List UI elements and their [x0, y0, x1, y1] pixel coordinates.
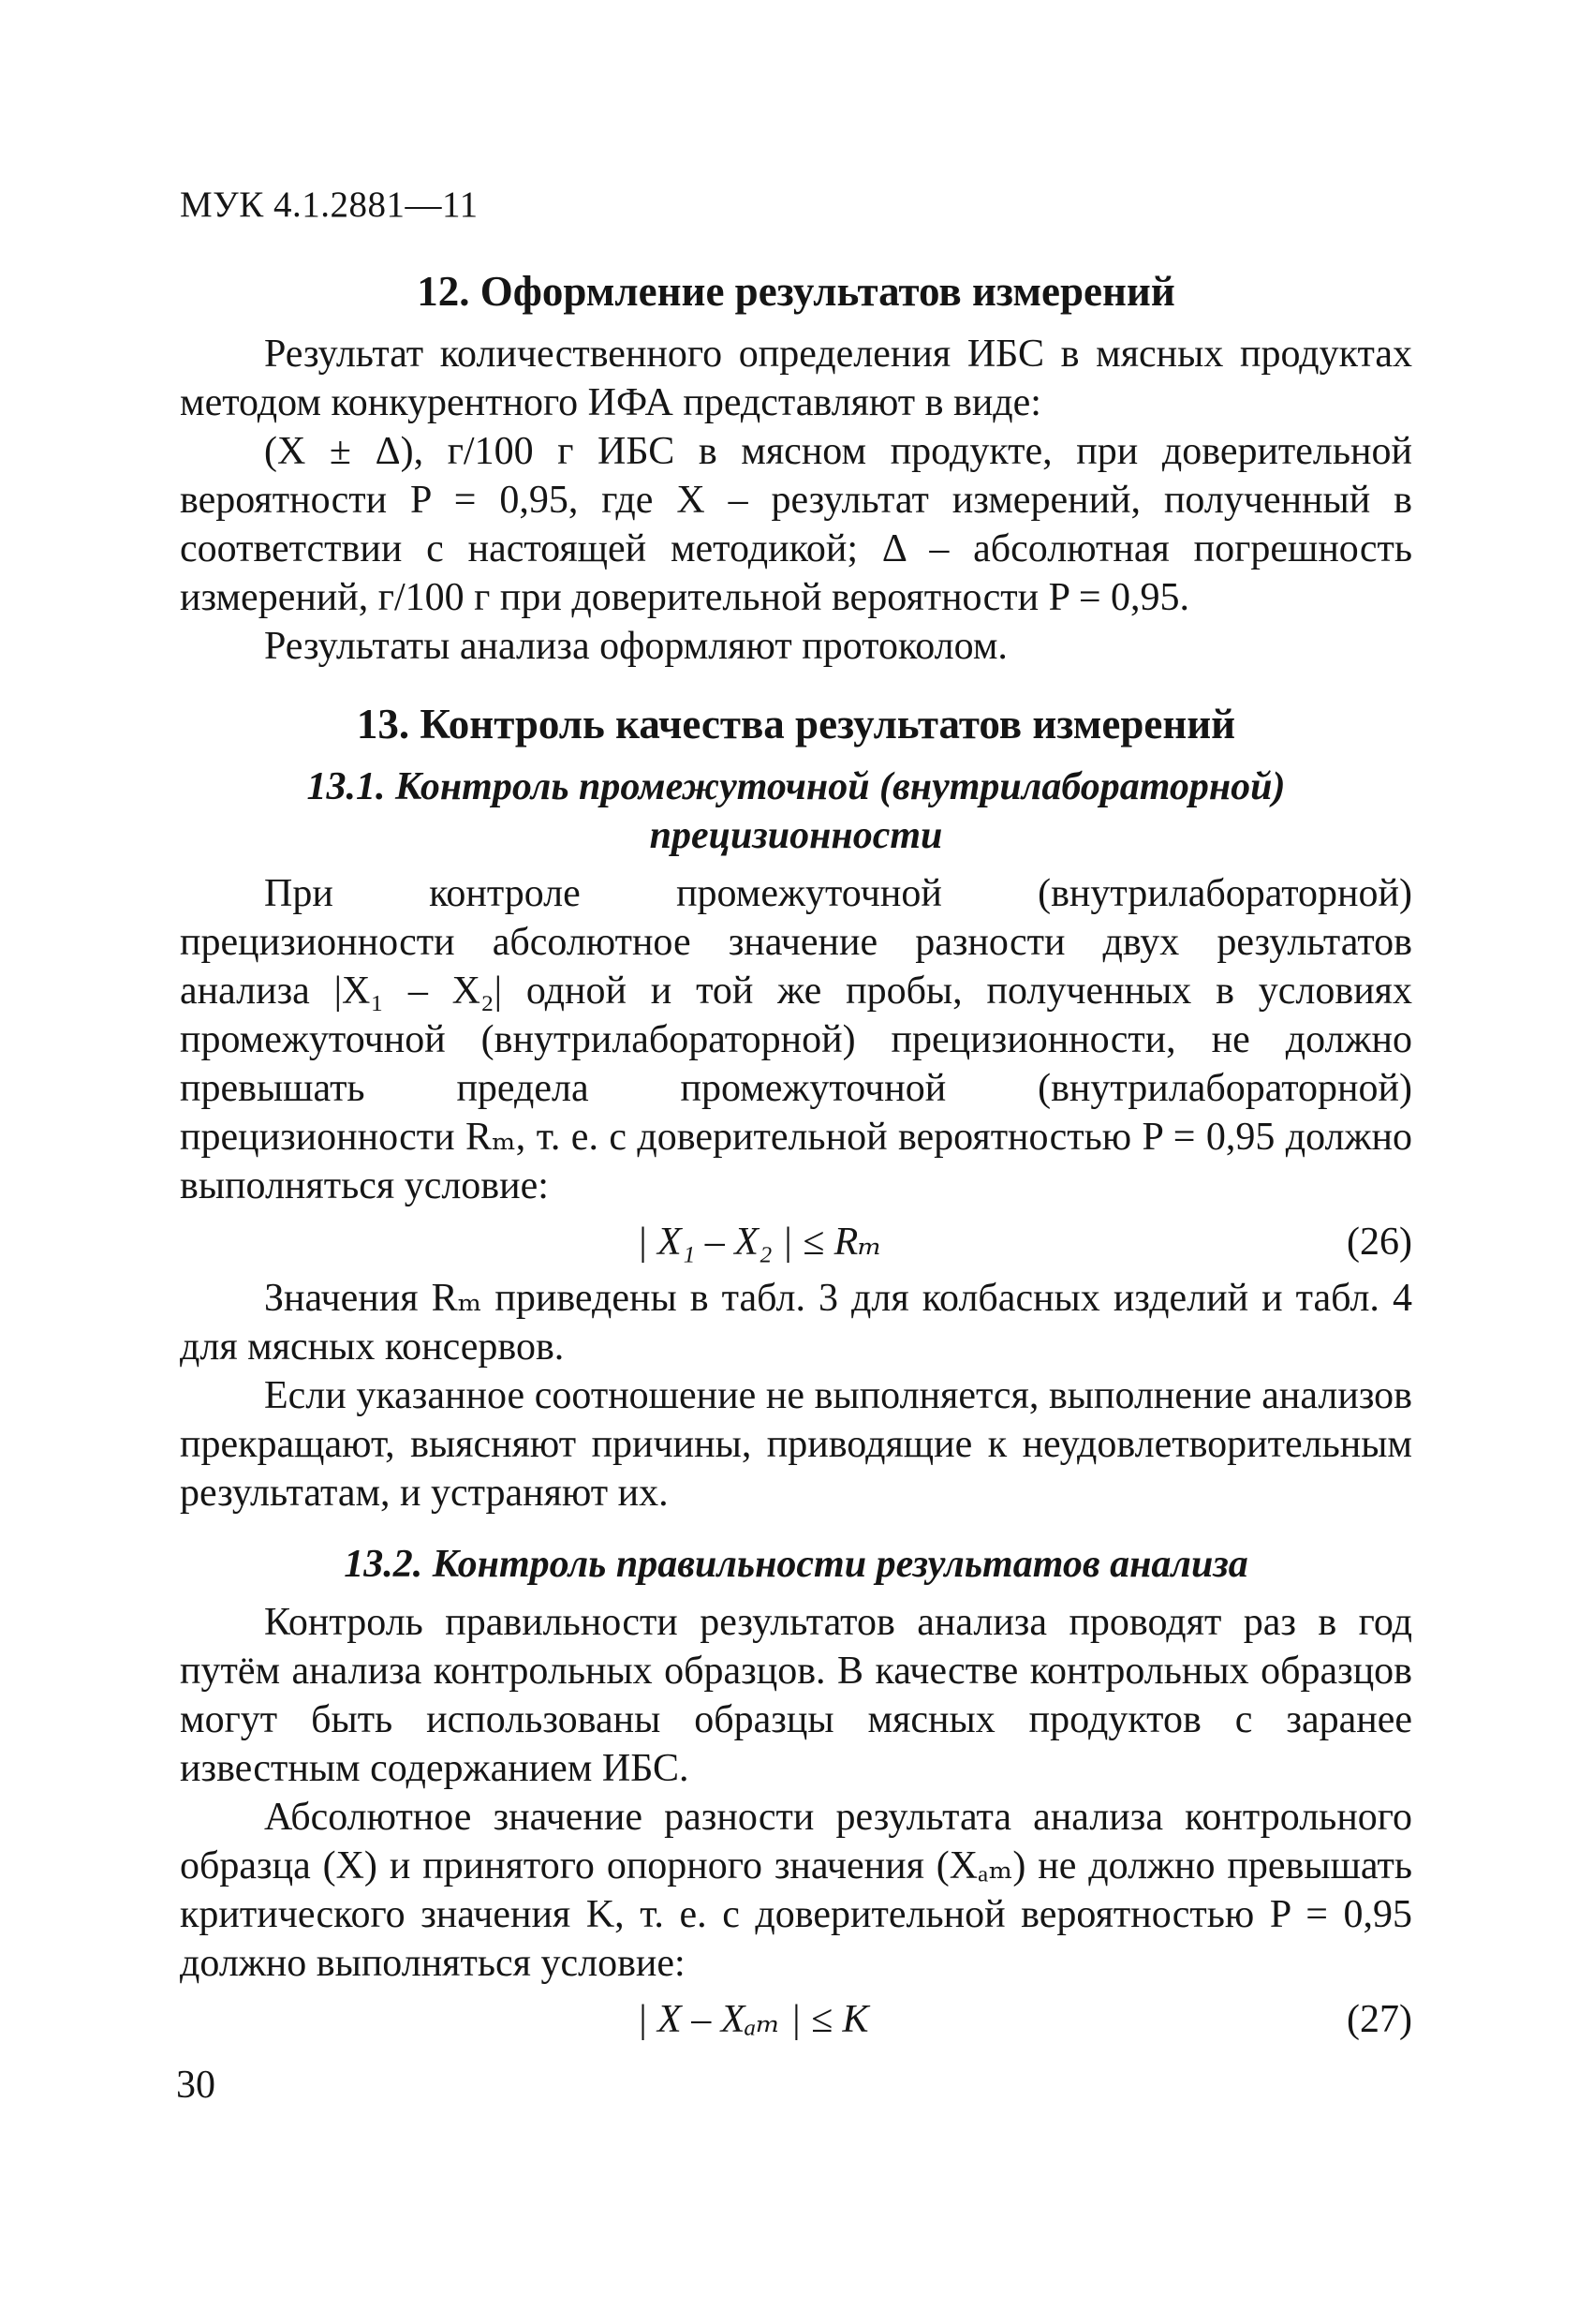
subsection-13-1-paragraph-1: При контроле промежуточной (внутрилабораторной) прецизионности абсолютное значение разности двух результатов анализа |X₁ – X₂| одной и той же пробы, полученных в условиях промежуточной (внутрилабораторной) прецизионности, не должно превышать предела промежуточной (внутрилабораторной) прецизионности Rₘ, т. е. с доверительной вероятностью P = 0,95 должно выполняться условие: — [180, 872, 1412, 1207]
section-12-paragraph-3: Результаты анализа оформляют протоколом. — [264, 625, 1008, 668]
subsection-13-1-paragraph-3: Если указанное соотношение не выполняется, выполнение анализов прекращают, выясняют причины, приводящие к неудовлетворительным результатам, и устраняют их. — [180, 1374, 1412, 1515]
formula-26 — [180, 1216, 1412, 1268]
section-12-paragraph-2: (X ± Δ), г/100 г ИБС в мясном продукте, при доверительной вероятности P = 0,95, где X – результат измерений, полученный в соответствии с настоящей методикой; Δ – абсолютная погрешность измерений, г/100 г при доверительной вероятности P = 0,95. — [180, 430, 1412, 619]
section-12-paragraph-1: Результат количественного определения ИБС в мясных продуктах методом конкурентного ИФА представляют в виде: — [180, 333, 1412, 424]
formula-27-expression: | X – Xₐₘ | ≤ K — [637, 1998, 869, 2041]
document-code-header: МУК 4.1.2881—11 — [180, 185, 479, 225]
subsection-13-2-paragraph-1: Контроль правильности результатов анализа проводят раз в год путём анализа контрольных образцов. В качестве контрольных образцов могут быть использованы образцы мясных продуктов с заранее известным содержанием ИБС. — [180, 1601, 1412, 1790]
subsection-13-1-title: 13.1. Контроль промежуточной (внутрилабораторной) прецизионности — [306, 765, 1286, 857]
formula-27-number: (27) — [1347, 1998, 1412, 2041]
formula-26-number: (26) — [1347, 1221, 1412, 1264]
subsection-13-1-paragraph-2: Значения Rₘ приведены в табл. 3 для колбасных изделий и табл. 4 для мясных консервов. — [180, 1277, 1412, 1369]
subsection-13-2-title: 13.2. Контроль правильности результатов анализа — [344, 1543, 1248, 1586]
page-body — [180, 264, 1412, 2051]
subsection-13-2-paragraph-2: Абсолютное значение разности результата анализа контрольного образца (X) и принятого опорного значения (Xₐₘ) не должно превышать критического значения K, т. е. с доверительной вероятностью P = 0,95 должно выполняться условие: — [180, 1796, 1412, 1985]
formula-26-expression: | X₁ – X₂ | ≤ Rₘ — [637, 1221, 883, 1264]
section-13-title: 13. Контроль качества результатов измерений — [356, 701, 1236, 748]
section-12-title: 12. Оформление результатов измерений — [417, 268, 1175, 315]
page-number: 30 — [176, 2064, 215, 2107]
formula-27 — [180, 1993, 1412, 2046]
